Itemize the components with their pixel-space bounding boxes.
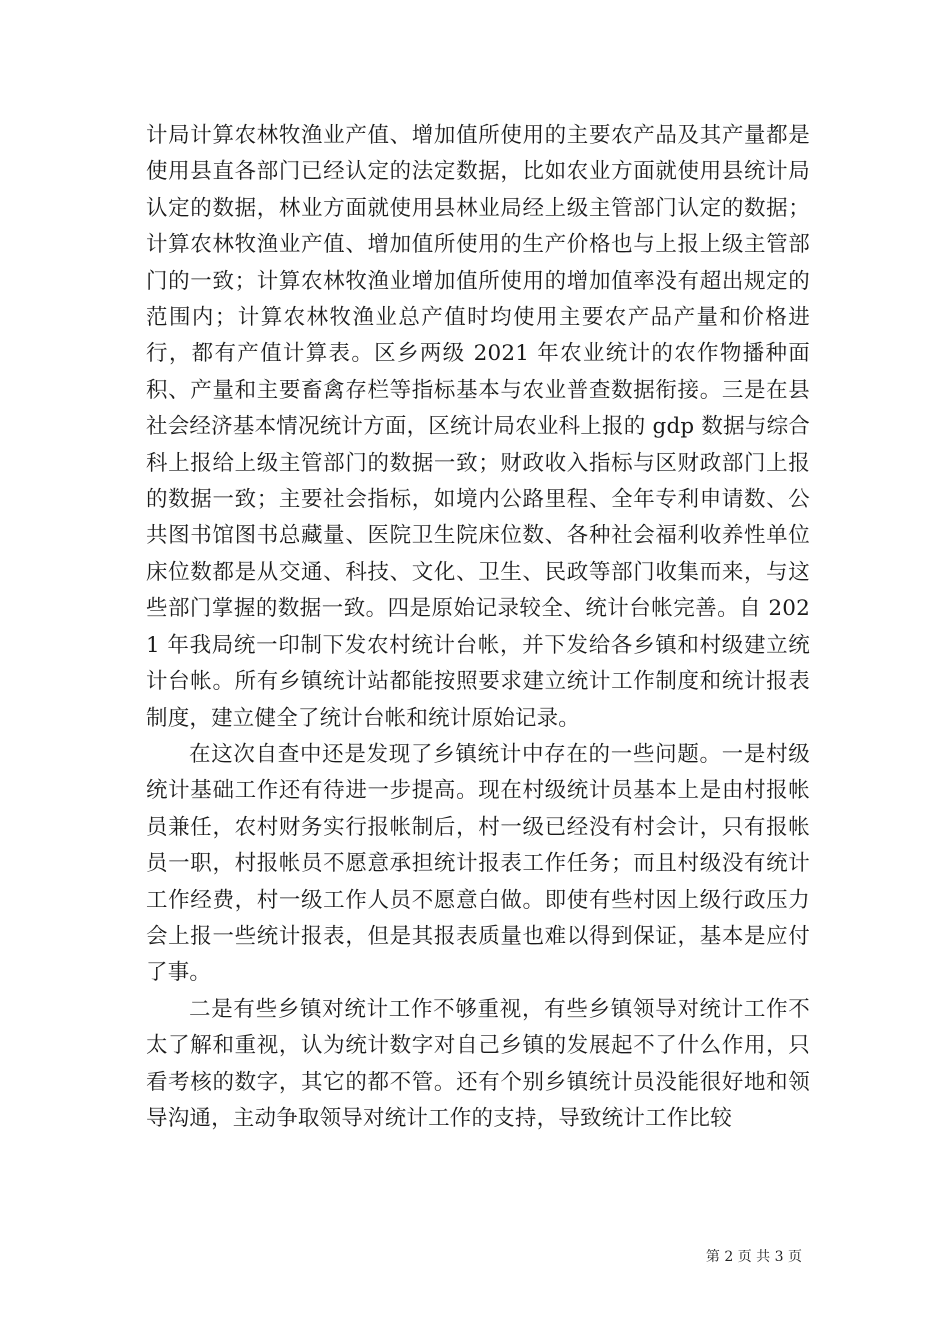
paragraph-2: 在这次自查中还是发现了乡镇统计中存在的一些问题。一是村级统计基础工作还有待进一步提高。现在村级统计员基本上是由村报帐员兼任，农村财务实行报帐制后，村一级已经没有村会计，只有报帐员一职，村报帐员不愿意承担统计报表工作任务；而且村级没有统计工作经费，村一级工作人员不愿意白做。即使有些村因上级行政压力会上报一些统计报表，但是其报表质量也难以得到保证，基本是应付了事。 bbox=[146, 741, 810, 986]
page-number-footer: 第 2 页 共 3 页 bbox=[705, 1249, 802, 1265]
document-body bbox=[146, 118, 810, 1137]
paragraph-1: 计局计算农林牧渔业产值、增加值所使用的主要农产品及其产量都是使用县直各部门已经认定的法定数据，比如农业方面就使用县统计局认定的数据，林业方面就使用县林业局经上级主管部门认定的数据；计算农林牧渔业产值、增加值所使用的生产价格也与上报上级主管部门的一致；计算农林牧渔业增加值所使用的增加值率没有超出规定的范围内；计算农林牧渔业总产值时均使用主要农产品产量和价格进行，都有产值计算表。区乡两级 2021 年农业统计的农作物播种面积、产量和主要畜禽存栏等指标基本与农业普查数据衔接。三是在县社会经济基本情况统计方面，区统计局农业科上报的 gdp 数据与综合科上报给上级主管部门的数据一致；财政收入指标与区财政部门上报的数据一致；主要社会指标，如境内公路里程、全年专利申请数、公共图书馆图书总藏量、医院卫生院床位数、各种社会福利收养性单位床位数都是从交通、科技、文化、卫生、民政等部门收集而来，与这些部门掌握的数据一致。四是原始记录较全、统计台帐完善。自 2021 年我局统一印制下发农村统计台帐，并下发给各乡镇和村级建立统计台帐。所有乡镇统计站都能按照要求建立统计工作制度和统计报表制度，建立健全了统计台帐和统计原始记录。 bbox=[146, 123, 810, 731]
paragraph-3: 二是有些乡镇对统计工作不够重视，有些乡镇领导对统计工作不太了解和重视，认为统计数字对自己乡镇的发展起不了什么作用，只看考核的数字，其它的都不管。还有个别乡镇统计员没能很好地和领导沟通，主动争取领导对统计工作的支持，导致统计工作比较 bbox=[146, 996, 810, 1131]
